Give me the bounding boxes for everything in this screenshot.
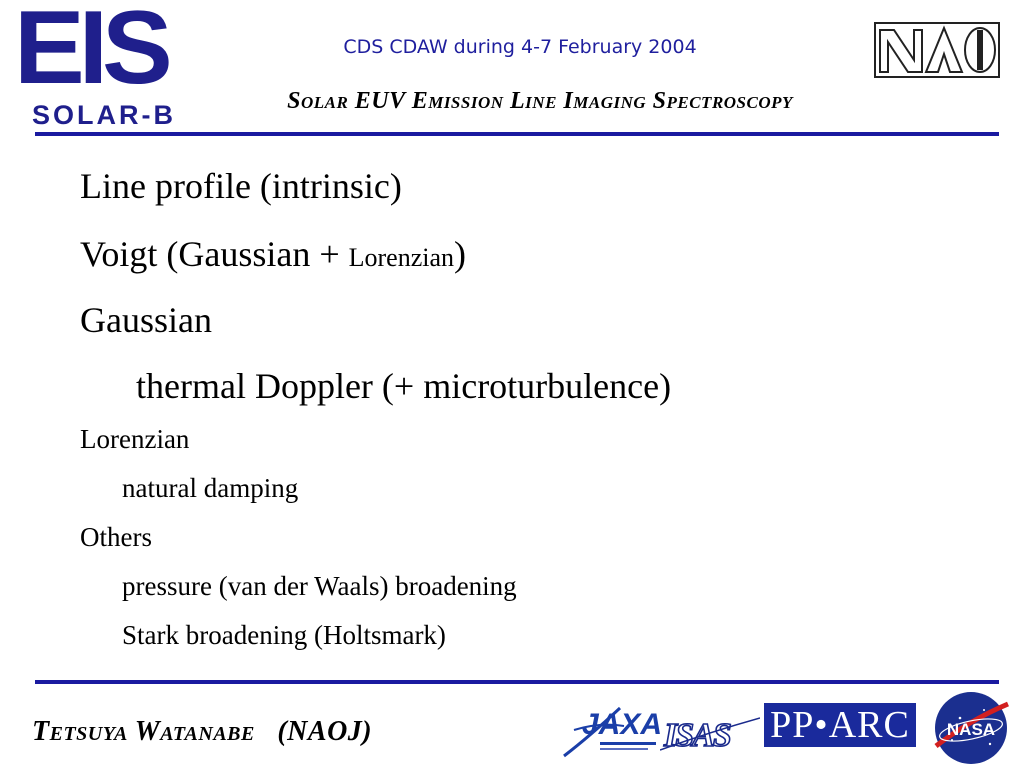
isas-logo <box>660 714 760 754</box>
voigt-lorenzian-text: Lorenzian <box>348 243 455 272</box>
header-rule <box>35 132 999 136</box>
eis-solarb-logo <box>14 0 194 130</box>
conference-line: CDS CDAW during 4-7 February 2004 <box>343 36 697 58</box>
voigt-close-text: ) <box>454 234 467 274</box>
bullet-gaussian: Gaussian <box>80 300 212 340</box>
footer-rule <box>35 680 999 684</box>
sub-bullet-natural-damping: natural damping <box>122 473 299 503</box>
bullet-voigt <box>80 236 466 272</box>
sub-bullet-pressure-broadening: pressure (van der Waals) broadening <box>122 571 517 601</box>
svg-text:ISAS: ISAS <box>664 717 730 754</box>
bullet-lorenzian: Lorenzian <box>80 424 190 454</box>
svg-text:NASA: NASA <box>946 720 996 739</box>
eis-logo-text: EIS <box>14 0 167 106</box>
bullet-line-profile: Line profile (intrinsic) <box>80 166 402 206</box>
nasa-logo <box>930 690 1012 766</box>
sub-bullet-stark-broadening: Stark broadening (Holtsmark) <box>122 620 446 650</box>
bullet-others: Others <box>80 522 152 552</box>
svg-text:JAXA: JAXA <box>582 708 660 741</box>
sub-bullet-thermal-doppler: thermal Doppler (+ microturbulence) <box>136 366 672 406</box>
pparc-logo: PP•ARC <box>764 703 916 747</box>
author-credit: Tetsuya Watanabe (NAOJ) <box>32 716 373 747</box>
nao-logo <box>874 22 1000 78</box>
voigt-text: Voigt (Gaussian + <box>80 234 349 274</box>
slide-header-title: Solar EUV Emission Line Imaging Spectroscopy <box>287 88 793 114</box>
solarb-logo-text: SOLAR-B <box>32 100 176 130</box>
jaxa-logo <box>560 700 660 762</box>
